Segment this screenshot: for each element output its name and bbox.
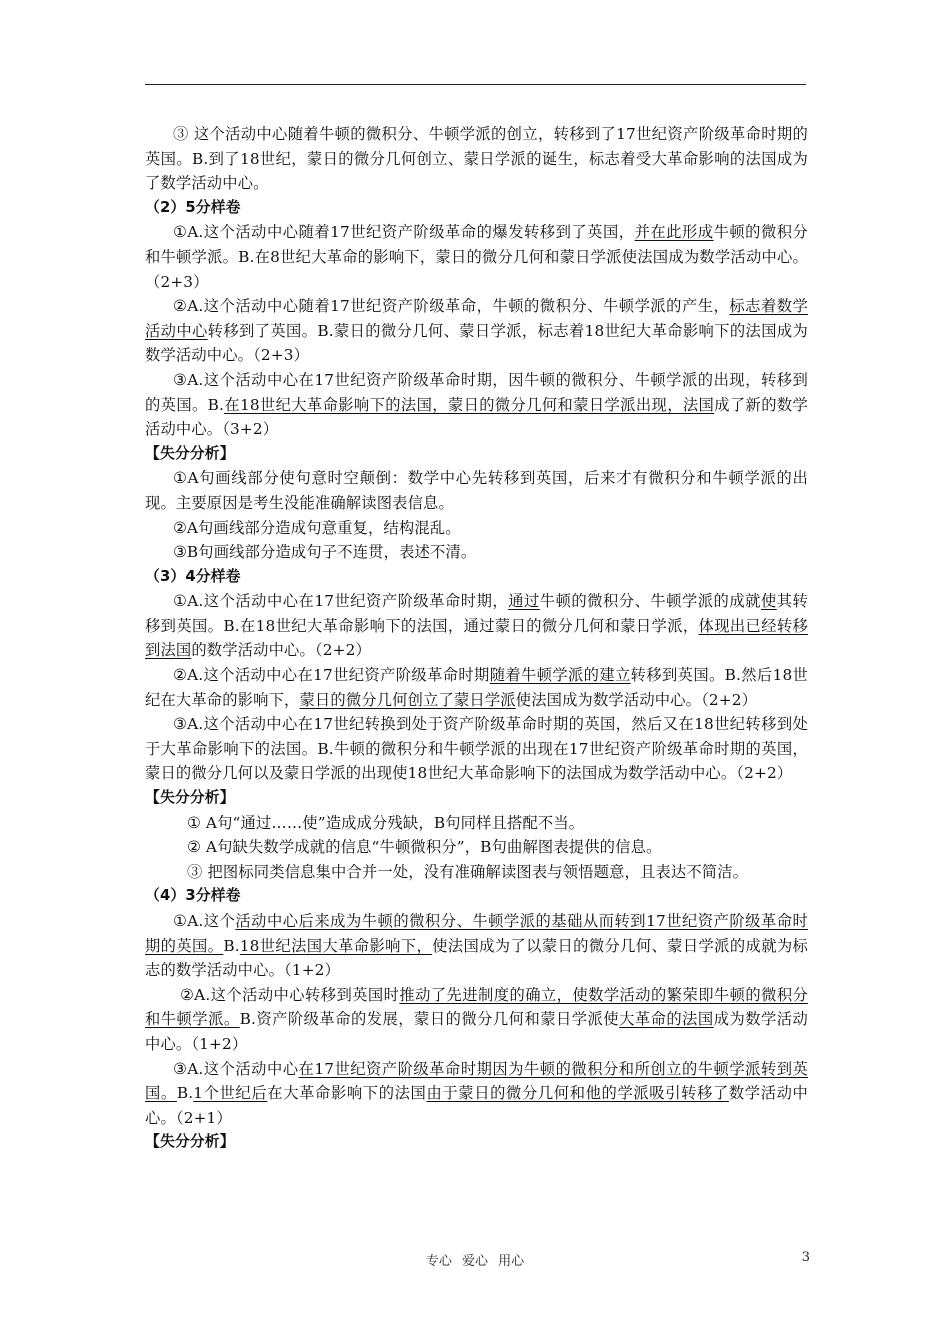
section-heading: [145, 565, 808, 590]
paragraph: [145, 860, 808, 885]
document-body: [145, 122, 808, 1155]
text-run: ③ 把图标同类信息集中合并一处，没有准确解读图表与领悟题意，且表达不简洁。: [187, 862, 749, 881]
paragraph: [145, 540, 808, 565]
paragraph: [145, 516, 808, 541]
text-run: 数学活动中心。（2+1）: [145, 1084, 808, 1127]
text-run: ③A.这个活动中心在17世纪资产阶级革命时期，因牛顿的微积分、牛顿学派的出现，转移到的英国。B.: [145, 370, 808, 414]
underlined-text: 由于蒙日的微分几何和他的学派吸引转移了: [426, 1084, 729, 1103]
paragraph: [145, 589, 808, 663]
paragraph: [145, 122, 808, 196]
text-run: 使法国成为数学活动中心。（2+2）: [515, 690, 758, 709]
paragraph: [145, 466, 808, 515]
text-run: ① A句“通过……使”造成成分残缺，B句同样且搭配不当。: [187, 813, 585, 832]
text-run: ①A句画线部分使句意时空颠倒：数学中心先转移到英国，后来才有微积分和牛顿学派的出现。主要原因是考生没能准确解读图表信息。: [145, 469, 808, 512]
text-run: 使法国成为了以蒙日的微分几何、蒙日学派的成就为标志的数学活动中心。（1+2）: [145, 936, 808, 980]
text-run: （3）4分样卷: [145, 567, 241, 585]
underlined-text: 使: [760, 592, 777, 611]
underlined-text: 大革命的法国: [619, 1010, 714, 1029]
text-run: 在大革命影响下的法国: [267, 1084, 427, 1103]
text-run: （2）5分样卷: [145, 198, 241, 216]
section-heading: [145, 786, 808, 811]
underlined-text: 17世纪资产阶级革命时期的英国。: [145, 912, 809, 955]
text-run: ③A.这个活动中心: [173, 1059, 299, 1078]
underlined-text: 活动中心后来成为牛顿的微积分、牛顿学派的基础从而转到: [235, 912, 647, 930]
text-run: ②A.这个活动中心在17世纪资产阶级革命时期: [173, 666, 490, 685]
text-run: ①A.这个活动中心在17世纪资产阶级革命时期，: [173, 592, 509, 611]
text-run: 其转移到英国。B.在18世纪大革命影响下的法国，通过蒙日的微分几何和蒙日学派，: [145, 592, 808, 635]
underlined-text: 标志着数学活动中心: [145, 297, 808, 340]
paragraph: [145, 294, 808, 368]
text-run: ②A.这个活动中心随着17世纪资产阶级革命，牛顿的微积分、牛顿学派的产生，: [173, 297, 730, 316]
text-run: 成为数学活动中心。（1+2）: [145, 1010, 809, 1053]
text-run: ①A.这个: [173, 912, 236, 930]
text-run: 转移到英国。B.然后18世纪在大革命的影响下，: [145, 666, 808, 709]
underlined-text: 在18世纪大革命影响下的法国，蒙日的微分几何和蒙日学派出现，法国: [224, 395, 715, 414]
text-run: ②A句画线部分造成句意重复，结构混乱。: [173, 518, 461, 537]
underlined-text: 在17世纪资产阶级革命时期因为牛顿的微积分和所创立的牛顿学派转到英国。: [145, 1059, 808, 1103]
text-run: 【失分分析】: [145, 1133, 235, 1151]
section-heading: [145, 1130, 808, 1155]
underlined-text: 1个世纪后: [193, 1084, 268, 1103]
paragraph: [145, 1057, 808, 1131]
underlined-text: 推动了先进制度的确立，使数学活动的繁荣即牛顿的微积分和牛顿学派。: [145, 985, 809, 1029]
paragraph: [145, 220, 808, 294]
page-number: 3: [801, 1250, 810, 1265]
section-heading: [145, 884, 808, 909]
section-heading: [145, 442, 808, 467]
underlined-text: 通过: [508, 592, 540, 611]
text-run: 转移到了英国。B.蒙日的微分几何、蒙日学派，标志着18世纪大革命影响下的法国成为数学活动中心。（2+3）: [145, 321, 808, 365]
text-run: 【失分分析】: [145, 444, 235, 462]
text-run: B.资产阶级革命的发展，蒙日的微分几何和蒙日学派使: [239, 1010, 620, 1029]
underlined-text: 随着牛顿学派的建立: [489, 666, 631, 685]
footer-motto: 专心 爱心 用心: [425, 1254, 525, 1269]
text-run: B.: [176, 1084, 194, 1103]
text-run: B.: [223, 936, 240, 955]
paragraph: [145, 368, 808, 442]
text-run: 牛顿的微积分和牛顿学派。B.在8世纪大革命的影响下，蒙日的微分几何和蒙日学派使法国成为数学活动中心。（2+3）: [145, 223, 808, 291]
text-run: ② A句缺失数学成就的信息“牛顿微积分”，B句曲解图表提供的信息。: [187, 838, 662, 857]
text-run: ②A.这个活动中心转移到英国时: [180, 985, 400, 1004]
underlined-text: 体现出已经转移到法国: [145, 616, 808, 660]
text-run: ①A.这个活动中心随着17世纪资产阶级革命的爆发转移到了英国，: [173, 223, 635, 242]
text-run: 牛顿的微积分、牛顿学派的成就: [539, 592, 761, 611]
paragraph: [145, 909, 808, 983]
text-run: ③A.这个活动中心在17世纪转换到处于资产阶级革命时期的英国，然后又在18世纪转移到处于大革命影响下的法国。B.牛顿的微积分和牛顿学派的出现在17世纪资产阶级革命时期的英国，蒙日的微分几何以及蒙日学派的出现使18世纪大革命影响下的法国成为数学活动中心。（2+2）: [145, 715, 808, 783]
paragraph: [145, 983, 808, 1057]
text-run: 【失分分析】: [145, 789, 235, 807]
text-run: （4）3分样卷: [145, 887, 241, 905]
text-run: ③B句画线部分造成句子不连贯，表述不清。: [173, 543, 477, 562]
paragraph: [145, 811, 808, 836]
text-run: 的数学活动中心。（2+2）: [191, 641, 371, 660]
paragraph: [145, 835, 808, 860]
text-run: 成了新的数学活动中心。（3+2）: [145, 395, 808, 439]
header-rule: [145, 84, 806, 85]
section-heading: [145, 196, 808, 221]
text-run: ③ 这个活动中心随着牛顿的微积分、牛顿学派的创立，转移到了17世纪资产阶级革命时期的英国。B.到了18世纪，蒙日的微分几何创立、蒙日学派的诞生，标志着受大革命影响的法国成为了数学活动中心。: [145, 125, 808, 193]
underlined-text: 并在此形成: [634, 223, 714, 242]
underlined-text: 蒙日的微分几何创立了蒙日学派: [299, 690, 516, 709]
underlined-text: 18世纪法国大革命影响下，: [239, 936, 433, 955]
paragraph: [145, 712, 808, 786]
paragraph: [145, 663, 808, 712]
